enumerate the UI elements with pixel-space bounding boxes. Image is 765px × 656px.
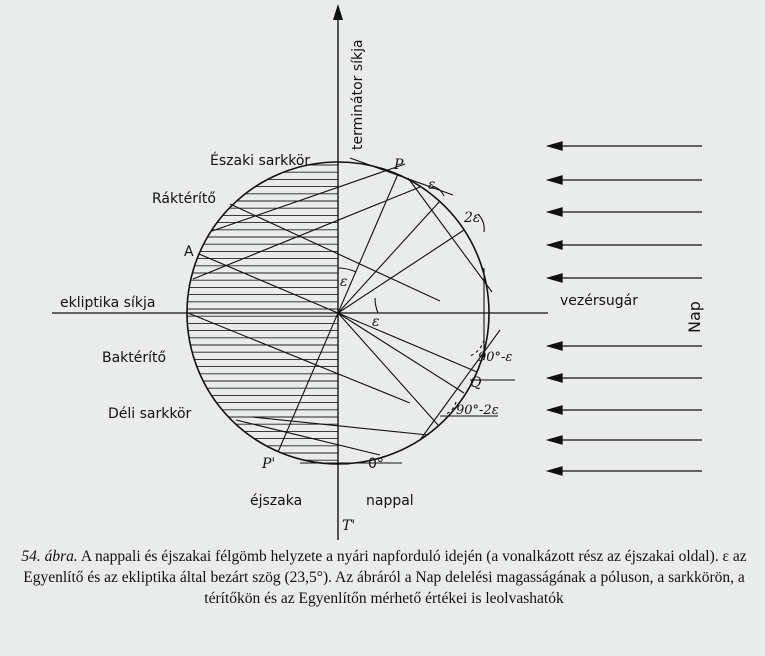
tangent-lower xyxy=(420,330,500,440)
sun-ray-arrowhead xyxy=(548,436,562,444)
ray-to-lower xyxy=(338,313,438,425)
sun-ray-arrowhead xyxy=(548,208,562,216)
day-label: nappal xyxy=(366,493,414,509)
epsilon-arc-axis xyxy=(338,268,356,272)
sun-ray-arrowhead xyxy=(548,342,562,350)
tropic-of-capricorn-label: Baktérítő xyxy=(102,350,167,366)
sun-ray-arrowhead xyxy=(548,274,562,282)
two-epsilon-label: 2ε xyxy=(464,210,481,226)
angle-90-minus-2epsilon-label: 90°-2ε xyxy=(456,403,499,418)
northern-polar-circle-label: Északi sarkkör xyxy=(210,153,311,169)
parallel-line xyxy=(236,420,380,455)
point-a-label: A xyxy=(184,244,194,260)
tangent-p xyxy=(408,178,492,292)
zero-degrees-label: 0° xyxy=(368,456,384,472)
point-q-label: Q xyxy=(470,375,482,391)
sun-ray-arrowhead xyxy=(548,176,562,184)
sun-label: Nap xyxy=(685,301,704,333)
ecliptic-plane-label: ekliptika síkja xyxy=(60,295,156,311)
ray-to-p-tangent xyxy=(338,201,440,313)
ray-to-two-eps xyxy=(338,230,464,313)
caption-text: A nappali és éjszakai félgömb helyzete a nyári napforduló idején (a vonalkázott rész az éjszakai oldal). ε az Egyenlítő és az ekliptika által bezárt szög (23,5°). Az ábráról a Nap delelési magasságának a póluson, a sarkkörön, a térítőkön és az Egyenlítőn mérhető értékei is leolvashatók xyxy=(23,548,747,607)
figure-caption xyxy=(12,546,756,609)
sun-ray-arrowhead xyxy=(548,374,562,382)
sun-ray-arrowhead xyxy=(548,467,562,475)
night-label: éjszaka xyxy=(250,493,303,509)
terminator-plane-label: terminátor síkja xyxy=(350,39,366,150)
angle-90-minus-epsilon-label: 90°-ε xyxy=(478,350,513,365)
sun-ray-arrowhead xyxy=(548,406,562,414)
point-p-prime-label: P' xyxy=(262,456,276,472)
parallel-line xyxy=(230,204,440,301)
t-prime-label: T' xyxy=(342,518,356,534)
parallel-line xyxy=(252,417,428,435)
epsilon-ecliptic-label: ε xyxy=(372,314,380,330)
tropic-of-cancer-label: Ráktérítő xyxy=(152,191,216,207)
epsilon-p-label: ε xyxy=(428,177,436,193)
figure-number: 54. ábra. xyxy=(21,548,78,565)
southern-polar-circle-label: Déli sarkkör xyxy=(108,406,192,422)
epsilon-arc-ecliptic xyxy=(375,298,378,313)
epsilon-axis-label: ε xyxy=(340,274,348,290)
guide-ray-label: vezérsugár xyxy=(560,293,639,309)
sun-ray-arrowhead xyxy=(548,241,562,249)
sun-ray-arrowhead xyxy=(548,142,562,150)
point-p-label: P xyxy=(394,157,404,173)
parallels xyxy=(188,164,440,455)
terminator-arrowhead xyxy=(333,4,343,20)
